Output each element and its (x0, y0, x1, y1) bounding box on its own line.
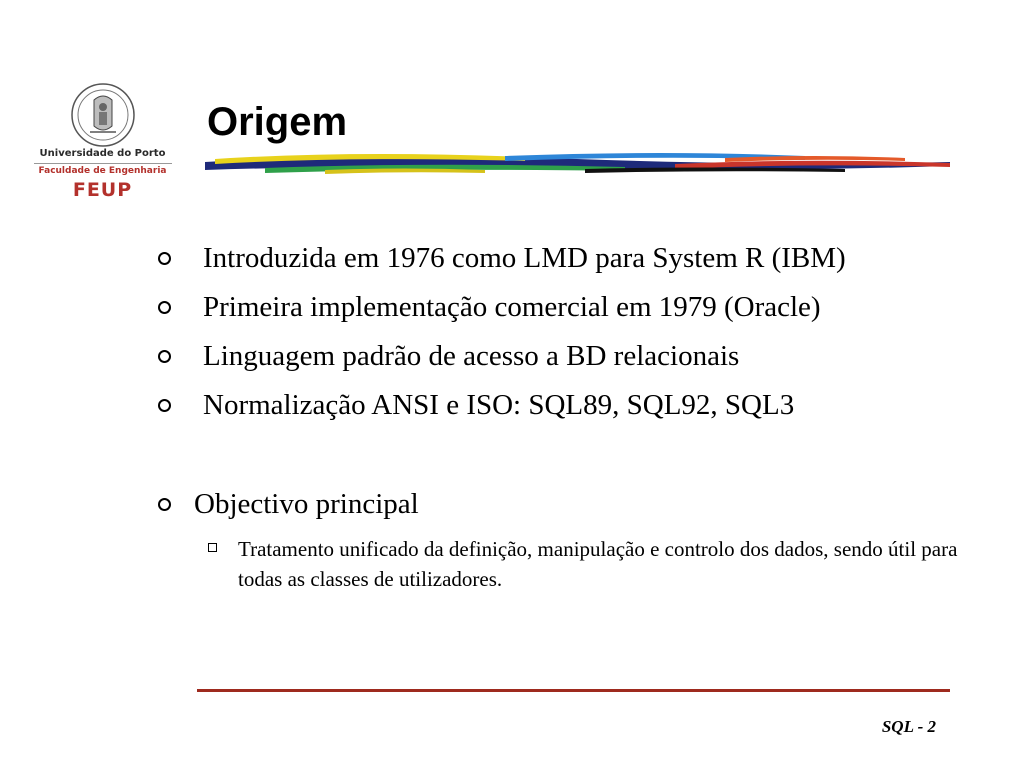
bullet-item (158, 387, 998, 436)
objective-sub-text: Tratamento unificado da definição, manipulação e controlo dos dados, sendo útil para todas as classes de utilizadores. (238, 537, 958, 591)
bullet-text: Linguagem padrão de acesso a BD relacionais (203, 340, 740, 372)
circle-bullet-icon (158, 252, 171, 265)
objective-sub-item (208, 534, 998, 594)
faculty-acronym: FEUP (72, 179, 133, 201)
feup-logo (30, 82, 175, 207)
circle-bullet-icon (158, 350, 171, 363)
footer-divider (197, 689, 950, 692)
bullet-list (158, 240, 998, 436)
bullet-item (158, 338, 998, 387)
bullet-text: Normalização ANSI e ISO: SQL89, SQL92, SQL3 (203, 389, 795, 421)
decorative-color-stripe (205, 150, 950, 180)
objective-item (158, 486, 419, 523)
circle-bullet-icon (158, 301, 171, 314)
university-name: Universidade do Porto (39, 148, 166, 159)
circle-bullet-icon (158, 399, 171, 412)
square-bullet-icon (208, 543, 217, 552)
university-seal-icon (70, 82, 136, 148)
circle-bullet-icon (158, 498, 171, 511)
objective-label: Objectivo principal (194, 488, 419, 520)
bullet-text: Introduzida em 1976 como LMD para System R (IBM) (203, 242, 846, 274)
logo-divider (34, 163, 172, 164)
page-label: SQL - 2 (881, 717, 936, 736)
bullet-item (158, 240, 998, 289)
slide-title: Origem (207, 100, 348, 144)
bullet-item (158, 289, 998, 338)
bullet-text: Primeira implementação comercial em 1979 (Oracle) (203, 291, 821, 323)
faculty-name: Faculdade de Engenharia (38, 166, 167, 176)
